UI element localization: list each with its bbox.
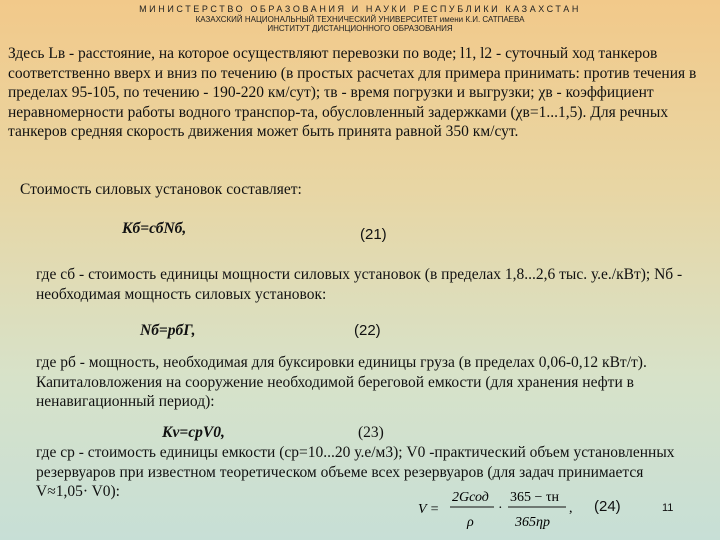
formula-24-dot: · — [498, 501, 503, 516]
formula-24-den1: ρ — [467, 515, 474, 530]
paragraph-towing-power: где рб - мощность, необходимая для буксировки единицы груза (в пределах 0,06-0,12 кВт/т). Капиталовложения на сооружение необходимой береговой емкости (для хранения нефти в ненавигационный период): — [36, 354, 647, 410]
ministry-header: МИНИСТЕРСТВО ОБРАЗОВАНИЯ И НАУКИ РЕСПУБЛИКИ КАЗАХСТАН — [139, 4, 581, 14]
formula-22-number: (22) — [354, 322, 381, 339]
formula-24 — [412, 482, 582, 534]
formula-21-number: (21) — [360, 226, 387, 243]
formula-21: Кб=сбNб, — [122, 220, 187, 237]
formula-24-number: (24) — [594, 498, 621, 515]
formula-24-lhs: V = — [418, 502, 440, 517]
formula-23-number: (23) — [358, 424, 384, 441]
formula-24-num1: 2Gсод — [452, 490, 489, 505]
formula-24-comma: , — [569, 501, 573, 516]
paragraph-power-cost-intro: Стоимость силовых установок составляет: — [20, 181, 302, 198]
formula-22: Nб=рбГ, — [140, 322, 196, 339]
institute-header: ИНСТИТУТ ДИСТАНЦИОННОГО ОБРАЗОВАНИЯ — [267, 24, 453, 33]
formula-23: Кv=срV0, — [162, 424, 225, 441]
page-number: 11 — [662, 502, 674, 514]
paragraph-power-unit-cost: где сб - стоимость единицы мощности силовых установок (в пределах 1,8...2,6 тыс. у.е./кВт); Nб - необходимая мощность силовых установок: — [36, 266, 683, 303]
university-header: КАЗАХСКИЙ НАЦИОНАЛЬНЫЙ ТЕХНИЧЕСКИЙ УНИВЕРСИТЕТ имени К.И. САТПАЕВА — [195, 15, 525, 24]
paragraph-tank-cost: где ср - стоимость единицы емкости (ср=10...20 у.е/м3); V0 -практический объем установленных резервуаров при известном теоретическом объеме всех резервуаров (для задач принимается V≈1,05· V0): — [36, 444, 675, 500]
paragraph-definitions: Здесь Lв - расстояние, на которое осуществляют перевозки по воде; l1, l2 - суточный ход танкеров соответственно вверх и вниз по течению (в простых расчетах для примера принимать: против течения в пределах 95-105, по течению - 190-220 км/сут); τв - время погрузки и выгрузки; χв - коэффициент неравномерности работы водного транспор-та, обусловленный задержками (χв=1...1,5). Для речных танкеров средняя скорость движения может быть принята равной 350 км/сут. — [8, 45, 697, 140]
formula-24-num2: 365 − τн — [510, 490, 560, 505]
formula-24-den2: 365ηр — [515, 515, 550, 530]
